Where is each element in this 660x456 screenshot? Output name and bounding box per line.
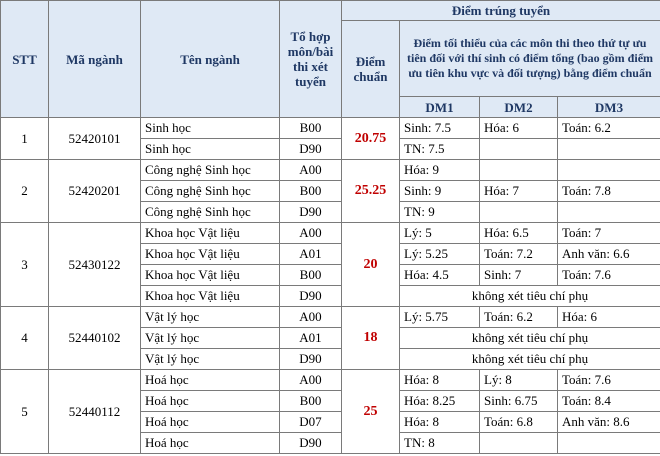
stt-cell: 4 [1, 307, 49, 370]
diem-chuan-cell: 25 [342, 370, 400, 454]
to-hop-cell: A00 [280, 307, 342, 328]
dm1-cell: TN: 9 [400, 202, 480, 223]
dm1-cell: Hóa: 4.5 [400, 265, 480, 286]
stt-cell: 2 [1, 160, 49, 223]
diem-chuan-cell: 18 [342, 307, 400, 370]
table-row [1, 223, 660, 244]
ma-nganh-cell: 52420101 [49, 118, 141, 160]
ten-nganh-cell: Khoa học Vật liệu [141, 244, 280, 265]
dm3-cell: Toán: 8.4 [558, 391, 660, 412]
ten-nganh-cell: Vật lý học [141, 349, 280, 370]
ten-nganh-cell: Hoá học [141, 370, 280, 391]
dm1-cell: TN: 8 [400, 433, 480, 454]
dm3-cell [558, 160, 660, 181]
stt-cell: 3 [1, 223, 49, 307]
dm2-cell: Toán: 6.2 [480, 307, 558, 328]
to-hop-cell: D90 [280, 139, 342, 160]
stt-cell: 1 [1, 118, 49, 160]
ten-nganh-cell: Sinh học [141, 139, 280, 160]
ten-nganh-cell: Khoa học Vật liệu [141, 223, 280, 244]
dm1-cell: Lý: 5.75 [400, 307, 480, 328]
dm1-cell: Hóa: 9 [400, 160, 480, 181]
dm3-cell [558, 139, 660, 160]
ten-nganh-cell: Công nghệ Sinh học [141, 160, 280, 181]
header-diem-trung-tuyen: Điểm trúng tuyển [342, 1, 660, 21]
table-row [1, 370, 660, 391]
to-hop-cell: A01 [280, 328, 342, 349]
ten-nganh-cell: Sinh học [141, 118, 280, 139]
dm2-cell: Sinh: 7 [480, 265, 558, 286]
dm2-cell: Hóa: 7 [480, 181, 558, 202]
header-dm1: DM1 [400, 97, 480, 118]
ma-nganh-cell: 52440112 [49, 370, 141, 454]
to-hop-cell: A00 [280, 160, 342, 181]
ten-nganh-cell: Khoa học Vật liệu [141, 286, 280, 307]
table-body [1, 118, 660, 454]
header-diem-chuan: Điểm chuẩn [342, 21, 400, 118]
dm2-cell [480, 433, 558, 454]
no-criteria-cell: không xét tiêu chí phụ [400, 328, 660, 349]
dm1-cell: TN: 7.5 [400, 139, 480, 160]
to-hop-cell: B00 [280, 265, 342, 286]
ten-nganh-cell: Công nghệ Sinh học [141, 202, 280, 223]
dm3-cell: Toán: 7 [558, 223, 660, 244]
diem-chuan-cell: 20.75 [342, 118, 400, 160]
dm1-cell: Hóa: 8 [400, 412, 480, 433]
ten-nganh-cell: Vật lý học [141, 328, 280, 349]
to-hop-cell: D90 [280, 202, 342, 223]
diem-chuan-cell: 20 [342, 223, 400, 307]
to-hop-cell: B00 [280, 181, 342, 202]
dm2-cell: Toán: 7.2 [480, 244, 558, 265]
dm1-cell: Lý: 5.25 [400, 244, 480, 265]
dm3-cell [558, 433, 660, 454]
dm1-cell: Hóa: 8.25 [400, 391, 480, 412]
header-dm2: DM2 [480, 97, 558, 118]
header-diem-toi-thieu: Điểm tối thiểu của các môn thi theo thứ tự ưu tiên đối với thí sinh có điểm tổng (bao gồm điểm ưu tiên khu vực và đối tượng) bằng điểm chuẩn [400, 21, 660, 97]
ten-nganh-cell: Công nghệ Sinh học [141, 181, 280, 202]
ten-nganh-cell: Hoá học [141, 391, 280, 412]
table-row [1, 160, 660, 181]
dm2-cell [480, 202, 558, 223]
dm3-cell [558, 202, 660, 223]
diem-chuan-cell: 25.25 [342, 160, 400, 223]
to-hop-cell: B00 [280, 118, 342, 139]
dm3-cell: Toán: 7.6 [558, 370, 660, 391]
stt-cell: 5 [1, 370, 49, 454]
to-hop-cell: A01 [280, 244, 342, 265]
dm1-cell: Sinh: 9 [400, 181, 480, 202]
table-row [1, 118, 660, 139]
header-to-hop: Tổ hợp môn/bài thi xét tuyển [280, 1, 342, 118]
to-hop-cell: D90 [280, 286, 342, 307]
dm1-cell: Lý: 5 [400, 223, 480, 244]
to-hop-cell: D90 [280, 433, 342, 454]
dm2-cell [480, 160, 558, 181]
ma-nganh-cell: 52430122 [49, 223, 141, 307]
ma-nganh-cell: 52440102 [49, 307, 141, 370]
no-criteria-cell: không xét tiêu chí phụ [400, 349, 660, 370]
dm3-cell: Anh văn: 6.6 [558, 244, 660, 265]
header-ten-nganh: Tên ngành [141, 1, 280, 118]
dm2-cell: Hóa: 6.5 [480, 223, 558, 244]
to-hop-cell: A00 [280, 370, 342, 391]
to-hop-cell: D90 [280, 349, 342, 370]
dm2-cell: Hóa: 6 [480, 118, 558, 139]
dm1-cell: Sinh: 7.5 [400, 118, 480, 139]
dm2-cell: Toán: 6.8 [480, 412, 558, 433]
header-dm3: DM3 [558, 97, 660, 118]
dm1-cell: Hóa: 8 [400, 370, 480, 391]
dm3-cell: Toán: 7.6 [558, 265, 660, 286]
no-criteria-cell: không xét tiêu chí phụ [400, 286, 660, 307]
to-hop-cell: B00 [280, 391, 342, 412]
ten-nganh-cell: Khoa học Vật liệu [141, 265, 280, 286]
dm3-cell: Hóa: 6 [558, 307, 660, 328]
ten-nganh-cell: Hoá học [141, 433, 280, 454]
ten-nganh-cell: Vật lý học [141, 307, 280, 328]
dm2-cell [480, 139, 558, 160]
dm2-cell: Lý: 8 [480, 370, 558, 391]
to-hop-cell: A00 [280, 223, 342, 244]
header-ma-nganh: Mã ngành [49, 1, 141, 118]
header-stt: STT [1, 1, 49, 118]
dm3-cell: Toán: 6.2 [558, 118, 660, 139]
dm2-cell: Sinh: 6.75 [480, 391, 558, 412]
to-hop-cell: D07 [280, 412, 342, 433]
dm3-cell: Anh văn: 8.6 [558, 412, 660, 433]
ma-nganh-cell: 52420201 [49, 160, 141, 223]
table-row [1, 307, 660, 328]
ten-nganh-cell: Hoá học [141, 412, 280, 433]
dm3-cell: Toán: 7.8 [558, 181, 660, 202]
